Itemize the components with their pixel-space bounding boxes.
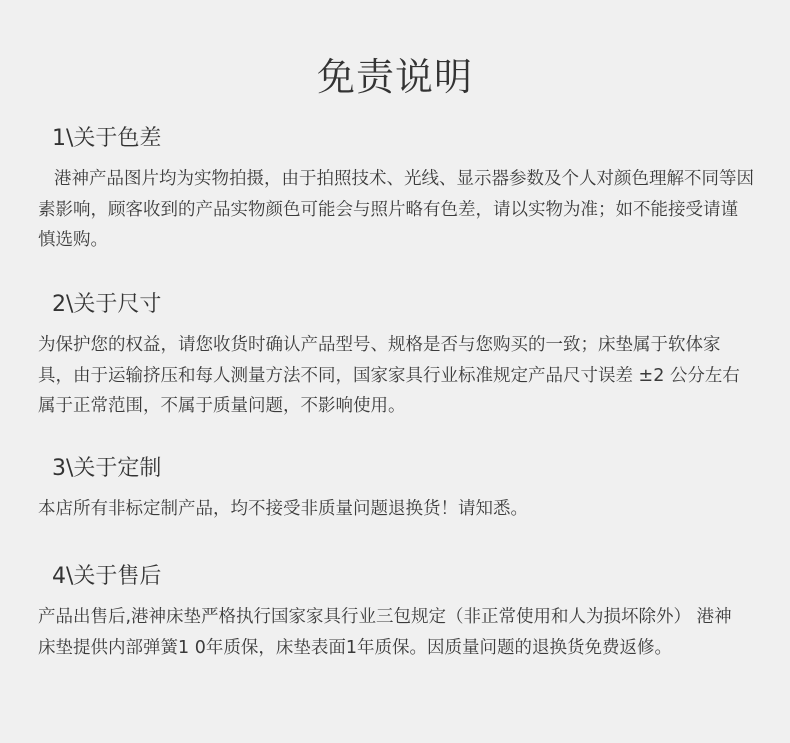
section-customization bbox=[38, 454, 754, 525]
section-body: 为保护您的权益，请您收货时确认产品型号、规格是否与您购买的一致；床垫属于软体家具，由于运输挤压和每人测量方法不同，国家家具行业标准规定产品尺寸误差 ±2 公分左右属于正常范围，不属于质量问题，不影响使用。 bbox=[38, 335, 740, 416]
section-body: 本店所有非标定制产品，均不接受非质量问题退换货！请知悉。 bbox=[38, 499, 528, 519]
section-color-difference bbox=[38, 124, 754, 256]
section-heading: 2\关于尺寸 bbox=[52, 292, 162, 317]
section-after-sales bbox=[38, 562, 754, 663]
section-heading: 3\关于定制 bbox=[52, 456, 162, 481]
section-body: 港神产品图片均为实物拍摄，由于拍照技术、光线、显示器参数及个人对颜色理解不同等因素影响，顾客收到的产品实物颜色可能会与照片略有色差，请以实物为准；如不能接受请谨慎选购。 bbox=[38, 169, 754, 250]
section-size bbox=[38, 290, 754, 422]
section-heading: 1\关于色差 bbox=[52, 126, 162, 151]
section-body: 产品出售后,港神床垫严格执行国家家具行业三包规定（非正常使用和人为损坏除外） 港神 床垫提供内部弹簧1 0年质保，床垫表面1年质保。因质量问题的退换货免费返修。 bbox=[38, 607, 732, 658]
page-title: 免责说明 bbox=[316, 55, 473, 99]
section-heading: 4\关于售后 bbox=[52, 564, 162, 589]
